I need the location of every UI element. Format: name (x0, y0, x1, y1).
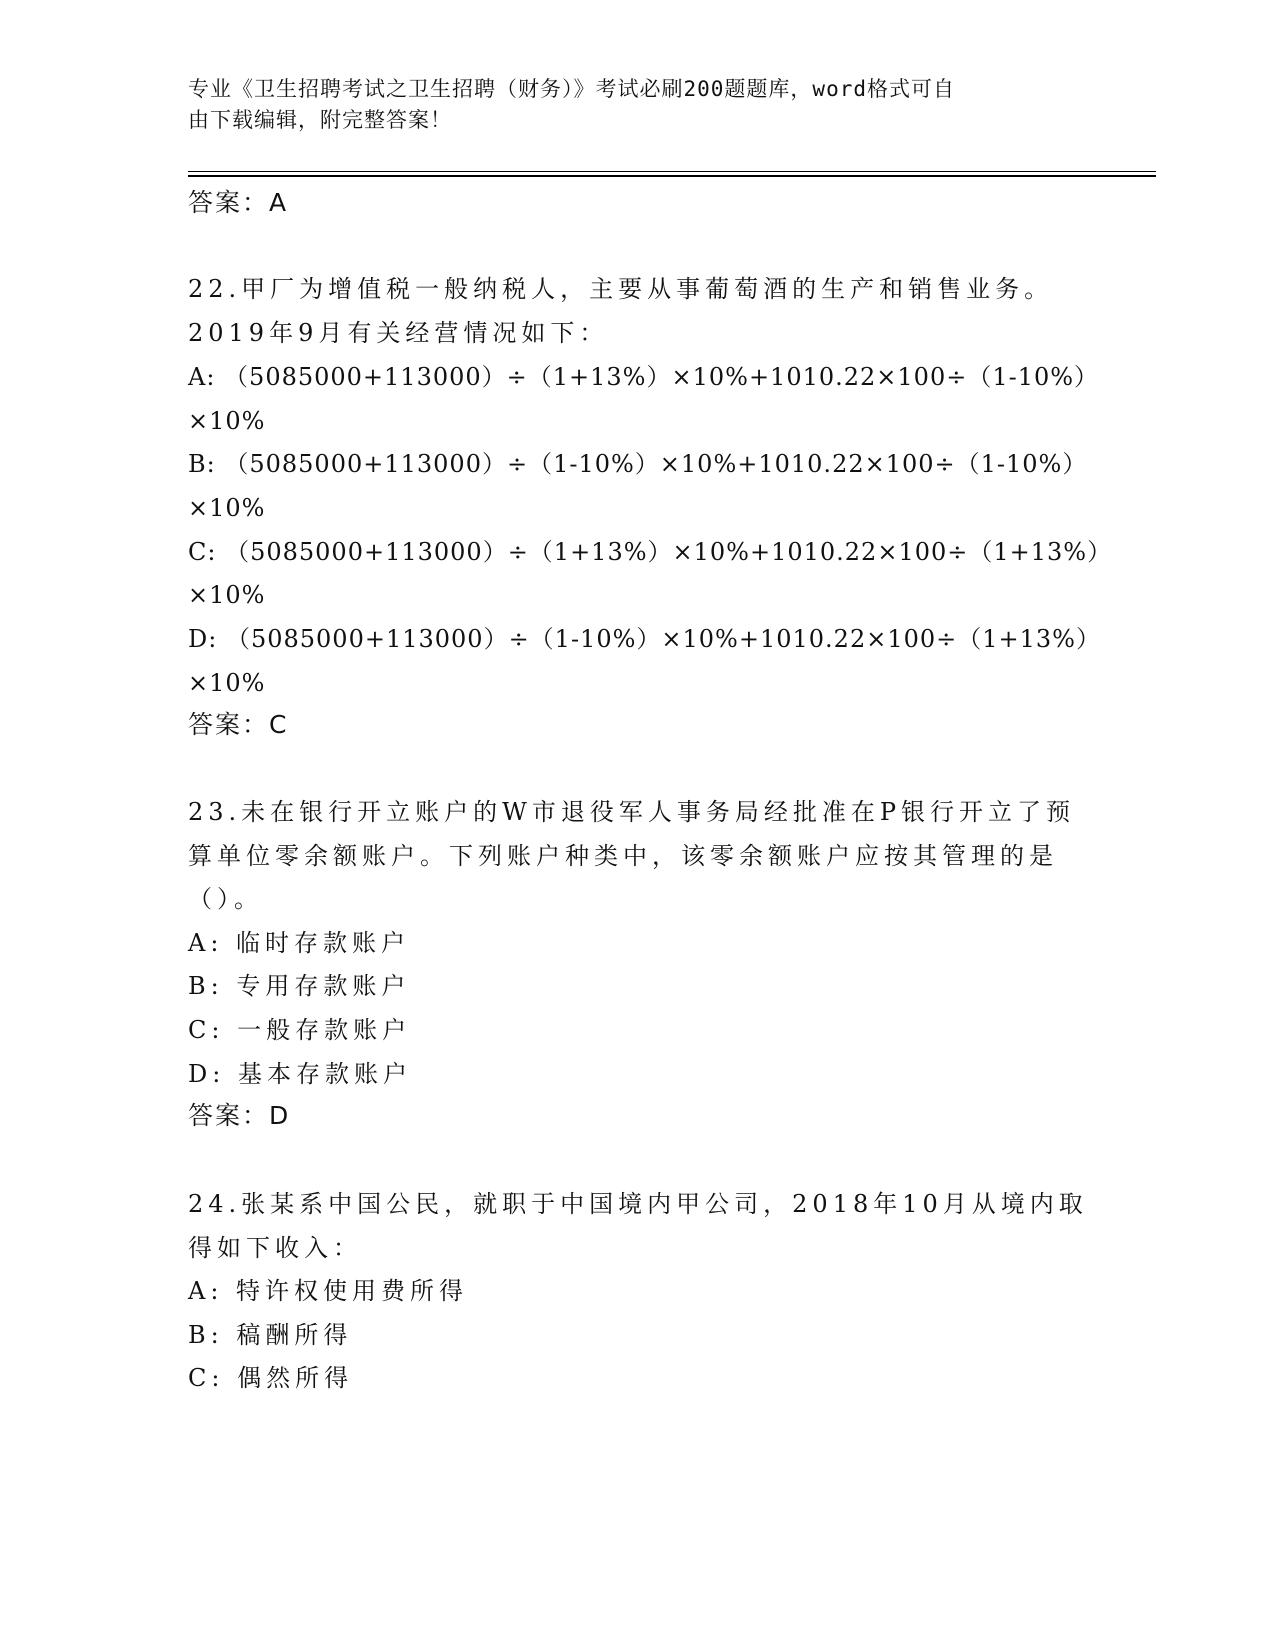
q23-stem-line-2: 算单位零余额账户。下列账户种类中，该零余额账户应按其管理的是 (188, 842, 1058, 870)
q23-stem-line-1: 23.未在银行开立账户的W市退役军人事务局经批准在P银行开立了预 (188, 798, 1075, 826)
q24-stem-line-1: 24.张某系中国公民，就职于中国境内甲公司，2018年10月从境内取 (188, 1190, 1088, 1218)
header-rule-thick (188, 175, 1156, 177)
header-line-1: 专业《卫生招聘考试之卫生招聘（财务）》考试必刷200题题库，word格式可自 (188, 77, 955, 101)
q24-stem-line-2: 得如下收入： (188, 1234, 362, 1262)
q21-answer: 答案：A (188, 188, 289, 217)
q24-option-b: B: 稿酬所得 (188, 1321, 353, 1349)
header-rule-thin (188, 171, 1156, 172)
q22-option-c: C: （5085000+113000）÷（1+13%）×10%+1010.22×100÷（1+13%） (188, 538, 1113, 566)
q22-option-d: D: （5085000+113000）÷（1-10%）×10%+1010.22×100÷（1+13%） (188, 625, 1101, 653)
q23-answer: 答案：D (188, 1101, 291, 1130)
q22-option-c-cont: ×10% (188, 581, 266, 609)
q22-option-a: A: （5085000+113000）÷（1+13%）×10%+1010.22×100÷（1-10%） (188, 363, 1100, 391)
q23-option-d: D: 基本存款账户 (188, 1060, 412, 1088)
q23-stem-line-3: （）。 (188, 885, 263, 913)
q22-option-b: B: （5085000+113000）÷（1-10%）×10%+1010.22×100÷（1-10%） (188, 450, 1088, 478)
q23-option-a: A: 临时存款账户 (188, 929, 411, 957)
q22-option-d-cont: ×10% (188, 669, 266, 697)
q23-option-c: C: 一般存款账户 (188, 1016, 412, 1044)
document-header (188, 74, 1088, 136)
q22-answer: 答案：C (188, 710, 289, 739)
q22-option-a-cont: ×10% (188, 407, 266, 435)
q22-stem-line-2: 2019年9月有关经营情况如下： (188, 319, 609, 347)
q23-option-b: B: 专用存款账户 (188, 972, 411, 1000)
q22-option-b-cont: ×10% (188, 494, 266, 522)
header-line-2: 由下载编辑，附完整答案！ (188, 108, 452, 132)
q22-stem-line-1: 22.甲厂为增值税一般纳税人，主要从事葡萄酒的生产和销售业务。 (188, 275, 1054, 303)
q24-option-a: A: 特许权使用费所得 (188, 1277, 469, 1305)
q24-option-c: C: 偶然所得 (188, 1364, 354, 1392)
